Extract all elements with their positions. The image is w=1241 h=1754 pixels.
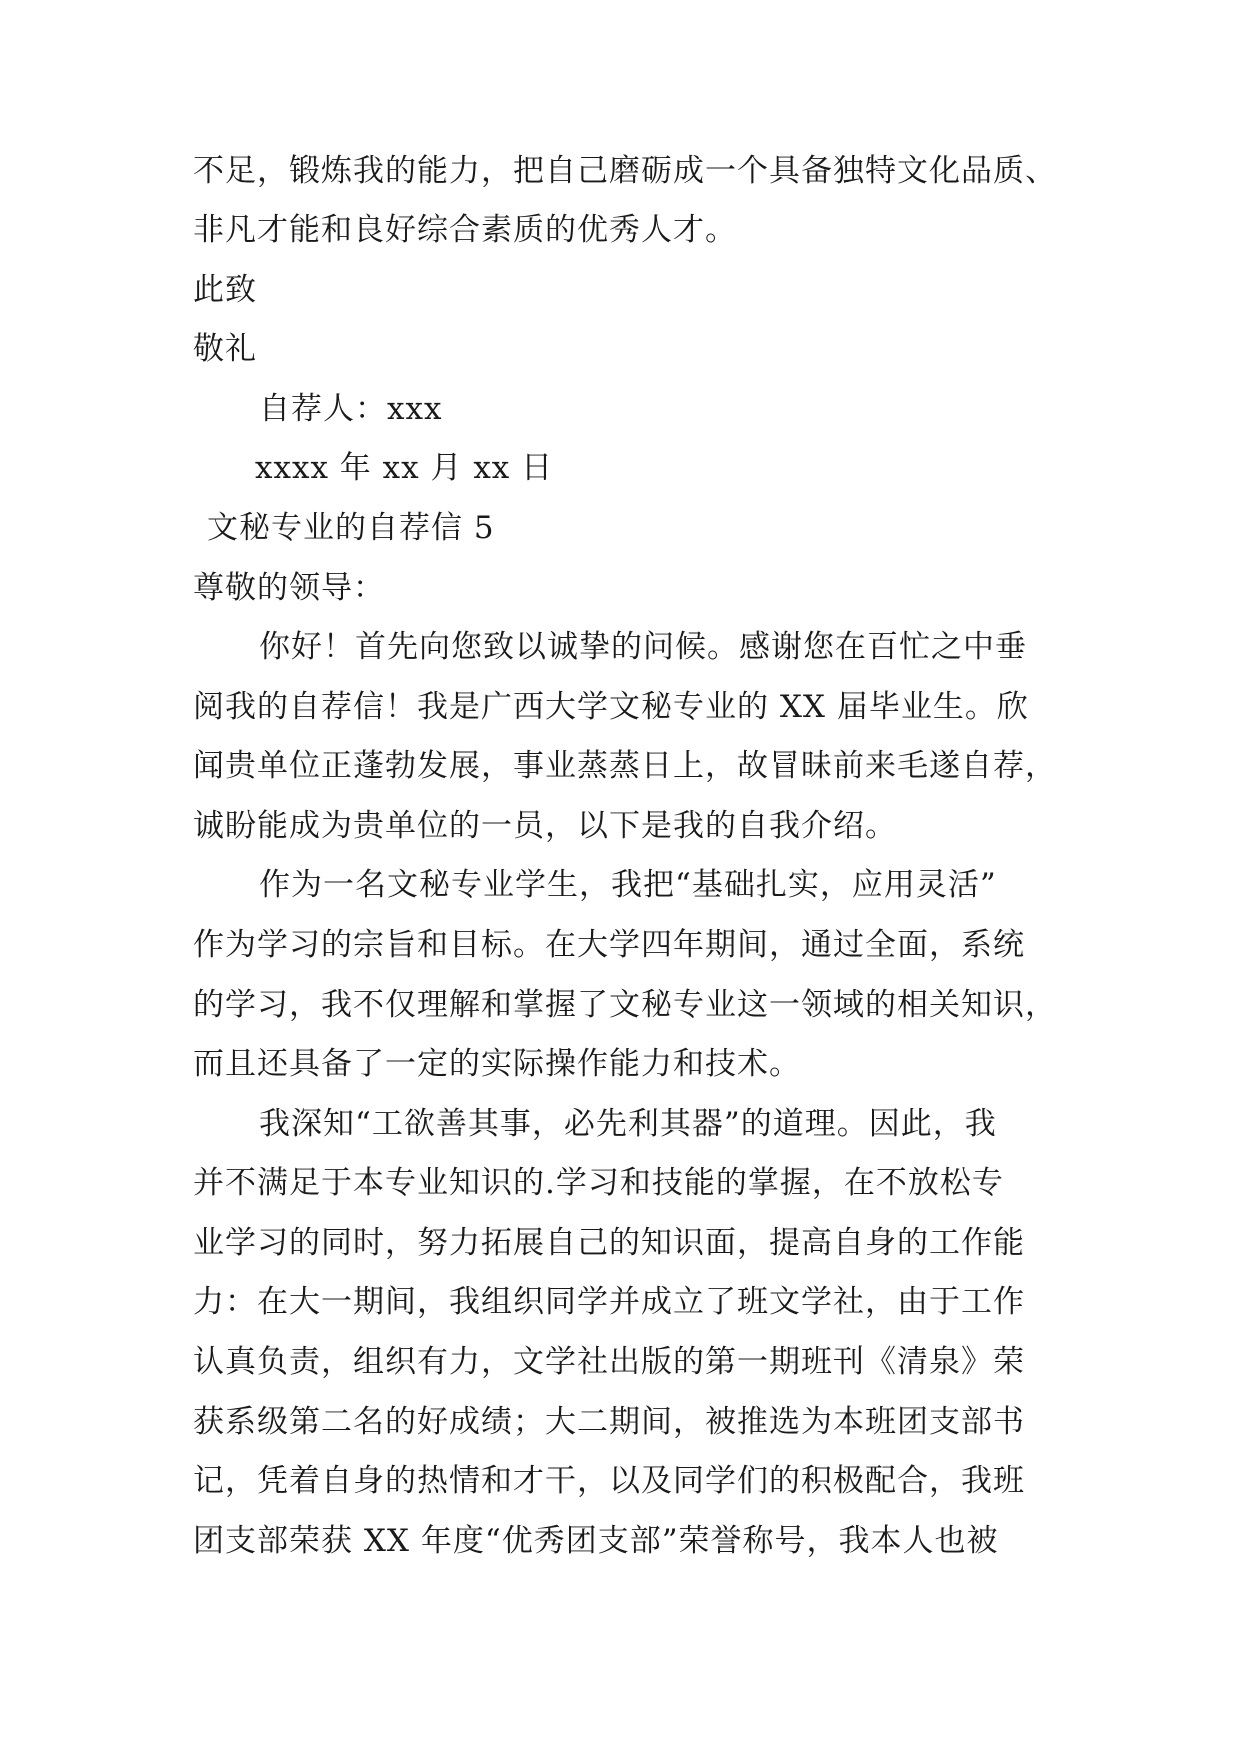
body-line: 非凡才能和良好综合素质的优秀人才。 — [193, 212, 737, 248]
body-line: 不足，锻炼我的能力，把自己磨砺成一个具备独特文化品质、 — [193, 153, 1057, 189]
body-line: 业学习的同时，努力拓展自己的知识面，提高自身的工作能 — [193, 1225, 1025, 1261]
body-line: 你好！首先向您致以诚挚的问候。感谢您在百忙之中垂 — [259, 629, 1027, 665]
greeting: 尊敬的领导： — [193, 570, 385, 606]
body-line: 获系级第二名的好成绩；大二期间，被推选为本班团支部书 — [193, 1404, 1025, 1440]
body-line: 的学习，我不仅理解和掌握了文秘专业这一领域的相关知识， — [193, 987, 1057, 1023]
closing-salutation: 此致 — [193, 272, 257, 308]
body-line: 阅我的自荐信！我是广西大学文秘专业的 XX 届毕业生。欣 — [193, 689, 1029, 725]
closing-salutation: 敬礼 — [193, 331, 257, 367]
body-line: 诚盼能成为贵单位的一员，以下是我的自我介绍。 — [193, 808, 897, 844]
section-heading: 文秘专业的自荐信 5 — [207, 510, 495, 546]
body-line: 团支部荣获 XX 年度“优秀团支部”荣誉称号，我本人也被 — [193, 1523, 999, 1559]
date-line: xxxx 年 xx 月 xx 日 — [255, 450, 554, 486]
body-line: 认真负责，组织有力，文学社出版的第一期班刊《清泉》荣 — [193, 1344, 1025, 1380]
body-line: 作为学习的宗旨和目标。在大学四年期间，通过全面，系统 — [193, 927, 1025, 963]
body-line: 力：在大一期间，我组织同学并成立了班文学社，由于工作 — [193, 1284, 1025, 1320]
body-line: 作为一名文秘专业学生，我把“基础扎实，应用灵活” — [259, 867, 997, 903]
body-line: 并不满足于本专业知识的.学习和技能的掌握，在不放松专 — [193, 1165, 1004, 1201]
body-line: 我深知“工欲善其事，必先利其器”的道理。因此，我 — [259, 1106, 997, 1142]
body-line: 记，凭着自身的热情和才干，以及同学们的积极配合，我班 — [193, 1463, 1025, 1499]
body-line: 而且还具备了一定的实际操作能力和技术。 — [193, 1046, 801, 1082]
body-line: 闻贵单位正蓬勃发展，事业蒸蒸日上，故冒昧前来毛遂自荐， — [193, 748, 1057, 784]
signer: 自荐人：xxx — [259, 391, 443, 427]
